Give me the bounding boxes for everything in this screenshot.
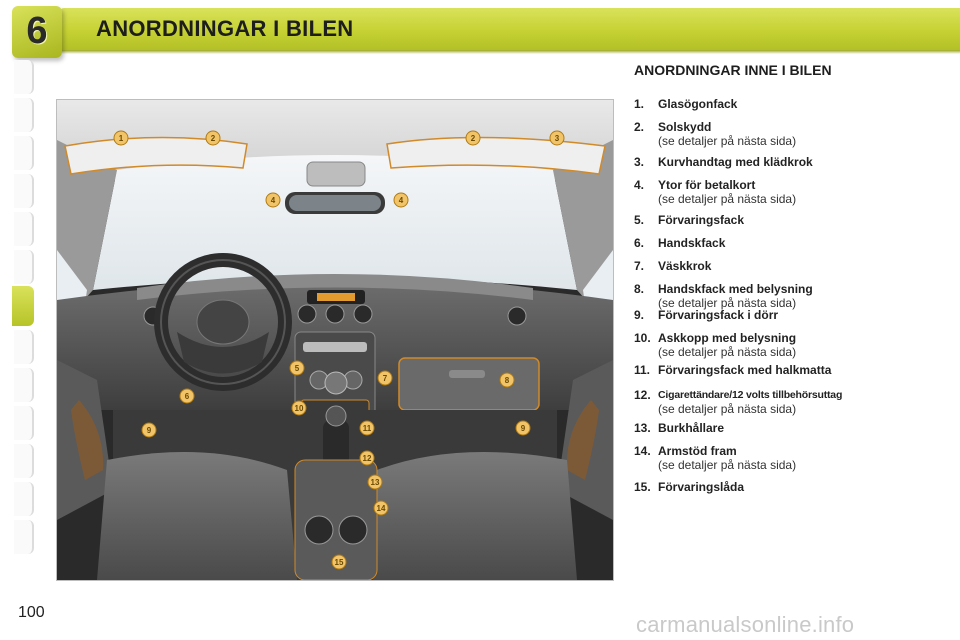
callout-label: 9 (146, 426, 152, 435)
item-label: Handskfack med belysning (658, 282, 813, 296)
chapter-tab[interactable] (14, 368, 34, 402)
chapter-tab[interactable] (14, 330, 34, 364)
chapter-tab[interactable] (14, 444, 34, 478)
chapter-tab-strip (14, 60, 36, 575)
item-note: (se detaljer på nästa sida) (658, 402, 797, 416)
item-number: 1. (634, 97, 645, 111)
item-label: Väskkrok (658, 259, 712, 273)
item-label: Askkopp med belysning (658, 331, 797, 345)
item-number: 4. (634, 178, 645, 192)
item-note: (se detaljer på nästa sida) (658, 458, 797, 472)
callout-label: 7 (382, 374, 388, 383)
chapter-tab[interactable] (14, 136, 34, 170)
item-label: Cigarettändare/12 volts tillbehörsuttag (658, 389, 843, 401)
page-title: ANORDNINGAR I BILEN (96, 16, 354, 41)
item-label: Glasögonfack (658, 97, 738, 111)
item-number: 6. (634, 236, 645, 250)
item-label: Förvaringsfack med halkmatta (658, 363, 832, 377)
item-number: 15. (634, 480, 651, 494)
callout-marker (332, 555, 346, 569)
callout-label: 2 (210, 134, 216, 143)
item-number: 8. (634, 282, 645, 296)
callout-label: 11 (362, 424, 372, 433)
item-label: Handskfack (658, 236, 726, 250)
page-header (0, 0, 960, 56)
callout-label: 5 (294, 364, 300, 373)
item-label: Burkhållare (658, 421, 725, 435)
callout-marker (206, 131, 220, 145)
item-note: (se detaljer på nästa sida) (658, 192, 797, 206)
item-number: 5. (634, 213, 645, 227)
callout-marker (360, 421, 374, 435)
callout-label: 15 (334, 558, 344, 567)
callout-label: 8 (504, 376, 510, 385)
callout-label: 12 (362, 454, 372, 463)
item-number: 3. (634, 155, 645, 169)
callout-marker (292, 401, 306, 415)
callout-marker (374, 501, 388, 515)
item-number: 11. (634, 363, 651, 377)
callout-label: 9 (520, 424, 526, 433)
chapter-number: 6 (26, 10, 48, 52)
page-number: 100 (18, 604, 45, 621)
chapter-tab[interactable] (14, 250, 34, 284)
callout-marker (180, 389, 194, 403)
callout-label: 4 (270, 196, 276, 205)
callout-marker (378, 371, 392, 385)
callout-marker (360, 451, 374, 465)
callout-label: 2 (470, 134, 476, 143)
callout-marker (500, 373, 514, 387)
callout-marker (550, 131, 564, 145)
item-label: Förvaringsfack (658, 213, 745, 227)
item-number: 10. (634, 331, 651, 345)
callout-label: 3 (554, 134, 560, 143)
chapter-tab-active[interactable] (12, 286, 34, 326)
item-label: Solskydd (658, 120, 712, 134)
callout-marker (368, 475, 382, 489)
callout-label: 10 (294, 404, 304, 413)
chapter-tab[interactable] (14, 406, 34, 440)
section-title: ANORDNINGAR INNE I BILEN (634, 62, 832, 78)
item-number: 13. (634, 421, 651, 435)
chapter-tab[interactable] (14, 60, 34, 94)
callout-label: 14 (376, 504, 386, 513)
callout-marker (142, 423, 156, 437)
car-interior-drawing (57, 100, 613, 580)
chapter-tab[interactable] (14, 98, 34, 132)
item-label: Förvaringsfack i dörr (658, 308, 779, 322)
callout-marker (266, 193, 280, 207)
callout-marker (516, 421, 530, 435)
callout-label: 6 (184, 392, 190, 401)
callout-marker (114, 131, 128, 145)
item-number: 14. (634, 444, 651, 458)
item-number: 2. (634, 120, 645, 134)
callout-label: 1 (118, 134, 124, 143)
item-note: (se detaljer på nästa sida) (658, 345, 797, 359)
chapter-tab[interactable] (14, 520, 34, 554)
watermark: carmanualsonline.info (636, 612, 855, 637)
chapter-tab[interactable] (14, 212, 34, 246)
callout-marker (290, 361, 304, 375)
car-interior-illustration (56, 99, 614, 581)
chapter-tab[interactable] (14, 174, 34, 208)
item-number: 9. (634, 308, 645, 322)
callout-marker (394, 193, 408, 207)
item-number: 12. (634, 388, 651, 402)
item-label: Förvaringslåda (658, 480, 745, 494)
callout-label: 4 (398, 196, 404, 205)
callout-label: 13 (370, 478, 380, 487)
item-number: 7. (634, 259, 645, 273)
callout-marker (466, 131, 480, 145)
item-note: (se detaljer på nästa sida) (658, 296, 797, 310)
chapter-badge (12, 6, 62, 58)
item-label: Ytor för betalkort (658, 178, 756, 192)
item-label: Kurvhandtag med klädkrok (658, 155, 813, 169)
chapter-tab[interactable] (14, 482, 34, 516)
item-note: (se detaljer på nästa sida) (658, 134, 797, 148)
item-label: Armstöd fram (658, 444, 737, 458)
